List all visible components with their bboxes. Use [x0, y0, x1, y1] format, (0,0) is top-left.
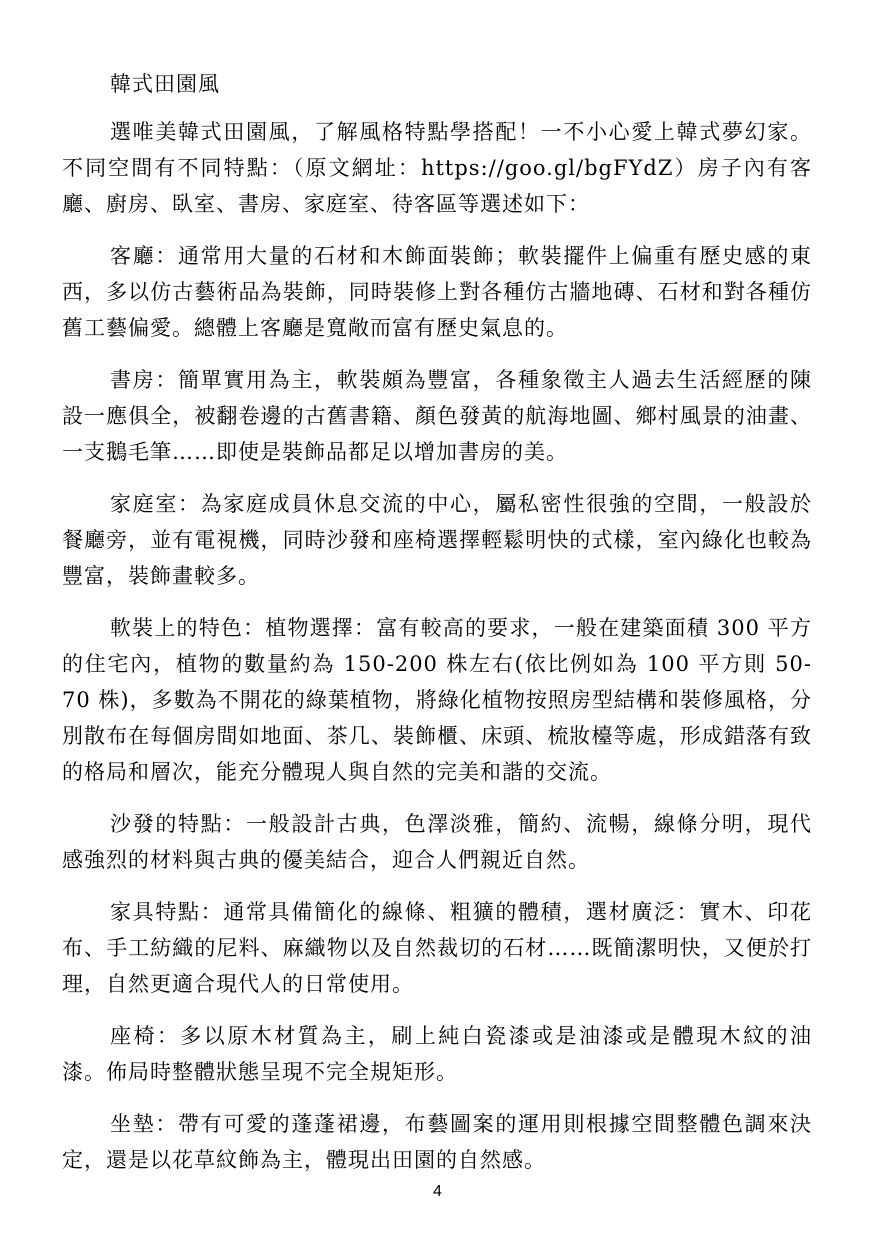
- document-body: [62, 66, 812, 1194]
- paragraph-living-room: 客廳：通常用大量的石材和木飾面裝飾；軟裝擺件上偏重有歷史感的東西，多以仿古藝術品為裝飾，同時裝修上對各種仿古牆地磚、石材和對各種仿舊工藝偏愛。總體上客廳是寬敞而富有歷史氣息的。: [62, 244, 812, 340]
- page-number: 4: [433, 1183, 442, 1200]
- paragraph-furniture: 家具特點：通常具備簡化的線條、粗獷的體積，選材廣泛：實木、印花布、手工紡織的尼料、麻織物以及自然裁切的石材……既簡潔明快，又便於打理，自然更適合現代人的日常使用。: [62, 900, 812, 996]
- paragraph-chairs: 座椅：多以原木材質為主，刷上純白瓷漆或是油漆或是體現木紋的油漆。佈局時整體狀態呈現不完全規矩形。: [62, 1024, 812, 1084]
- paragraph-cushions: 坐墊：帶有可愛的蓬蓬裙邊，布藝圖案的運用則根據空間整體色調來決定，還是以花草紋飾為主，體現出田園的自然感。: [62, 1112, 812, 1172]
- paragraph-sofa: 沙發的特點：一般設計古典，色澤淡雅，簡約、流暢，線條分明，現代感強烈的材料與古典的優美結合，迎合人們親近自然。: [62, 812, 812, 872]
- paragraph-study: 書房：簡單實用為主，軟裝頗為豐富，各種象徵主人過去生活經歷的陳設一應俱全，被翻卷邊的古舊書籍、顏色發黃的航海地圖、鄉村風景的油畫、一支鵝毛筆……即使是裝飾品都足以增加書房的美。: [62, 368, 812, 464]
- paragraph-soft-furnishing: 軟裝上的特色：植物選擇：富有較高的要求，一般在建築面積 300 平方的住宅內，植物的數量約為 150-200 株左右(依比例如為 100 平方則 50-70 株)，多數為不開花的綠葉植物，將綠化植物按照房型結構和裝修風格，分別散布在每個房間如地面、茶几、裝飾櫃、床頭、梳妝檯等處，形成錯落有致的格局和層次，能充分體現人與自然的完美和諧的交流。: [62, 616, 812, 784]
- paragraph-intro: 選唯美韓式田園風，了解風格特點學搭配！一不小心愛上韓式夢幻家。不同空間有不同特點：（原文網址：https://goo.gl/bgFYdZ）房子內有客廳、廚房、臥室、書房、家庭室、待客區等選述如下：: [62, 120, 812, 216]
- paragraph-family-room: 家庭室：為家庭成員休息交流的中心，屬私密性很強的空間，一般設於餐廳旁，並有電視機，同時沙發和座椅選擇輕鬆明快的式樣，室內綠化也較為豐富，裝飾畫較多。: [62, 492, 812, 588]
- section-title: 韓式田園風: [110, 72, 220, 96]
